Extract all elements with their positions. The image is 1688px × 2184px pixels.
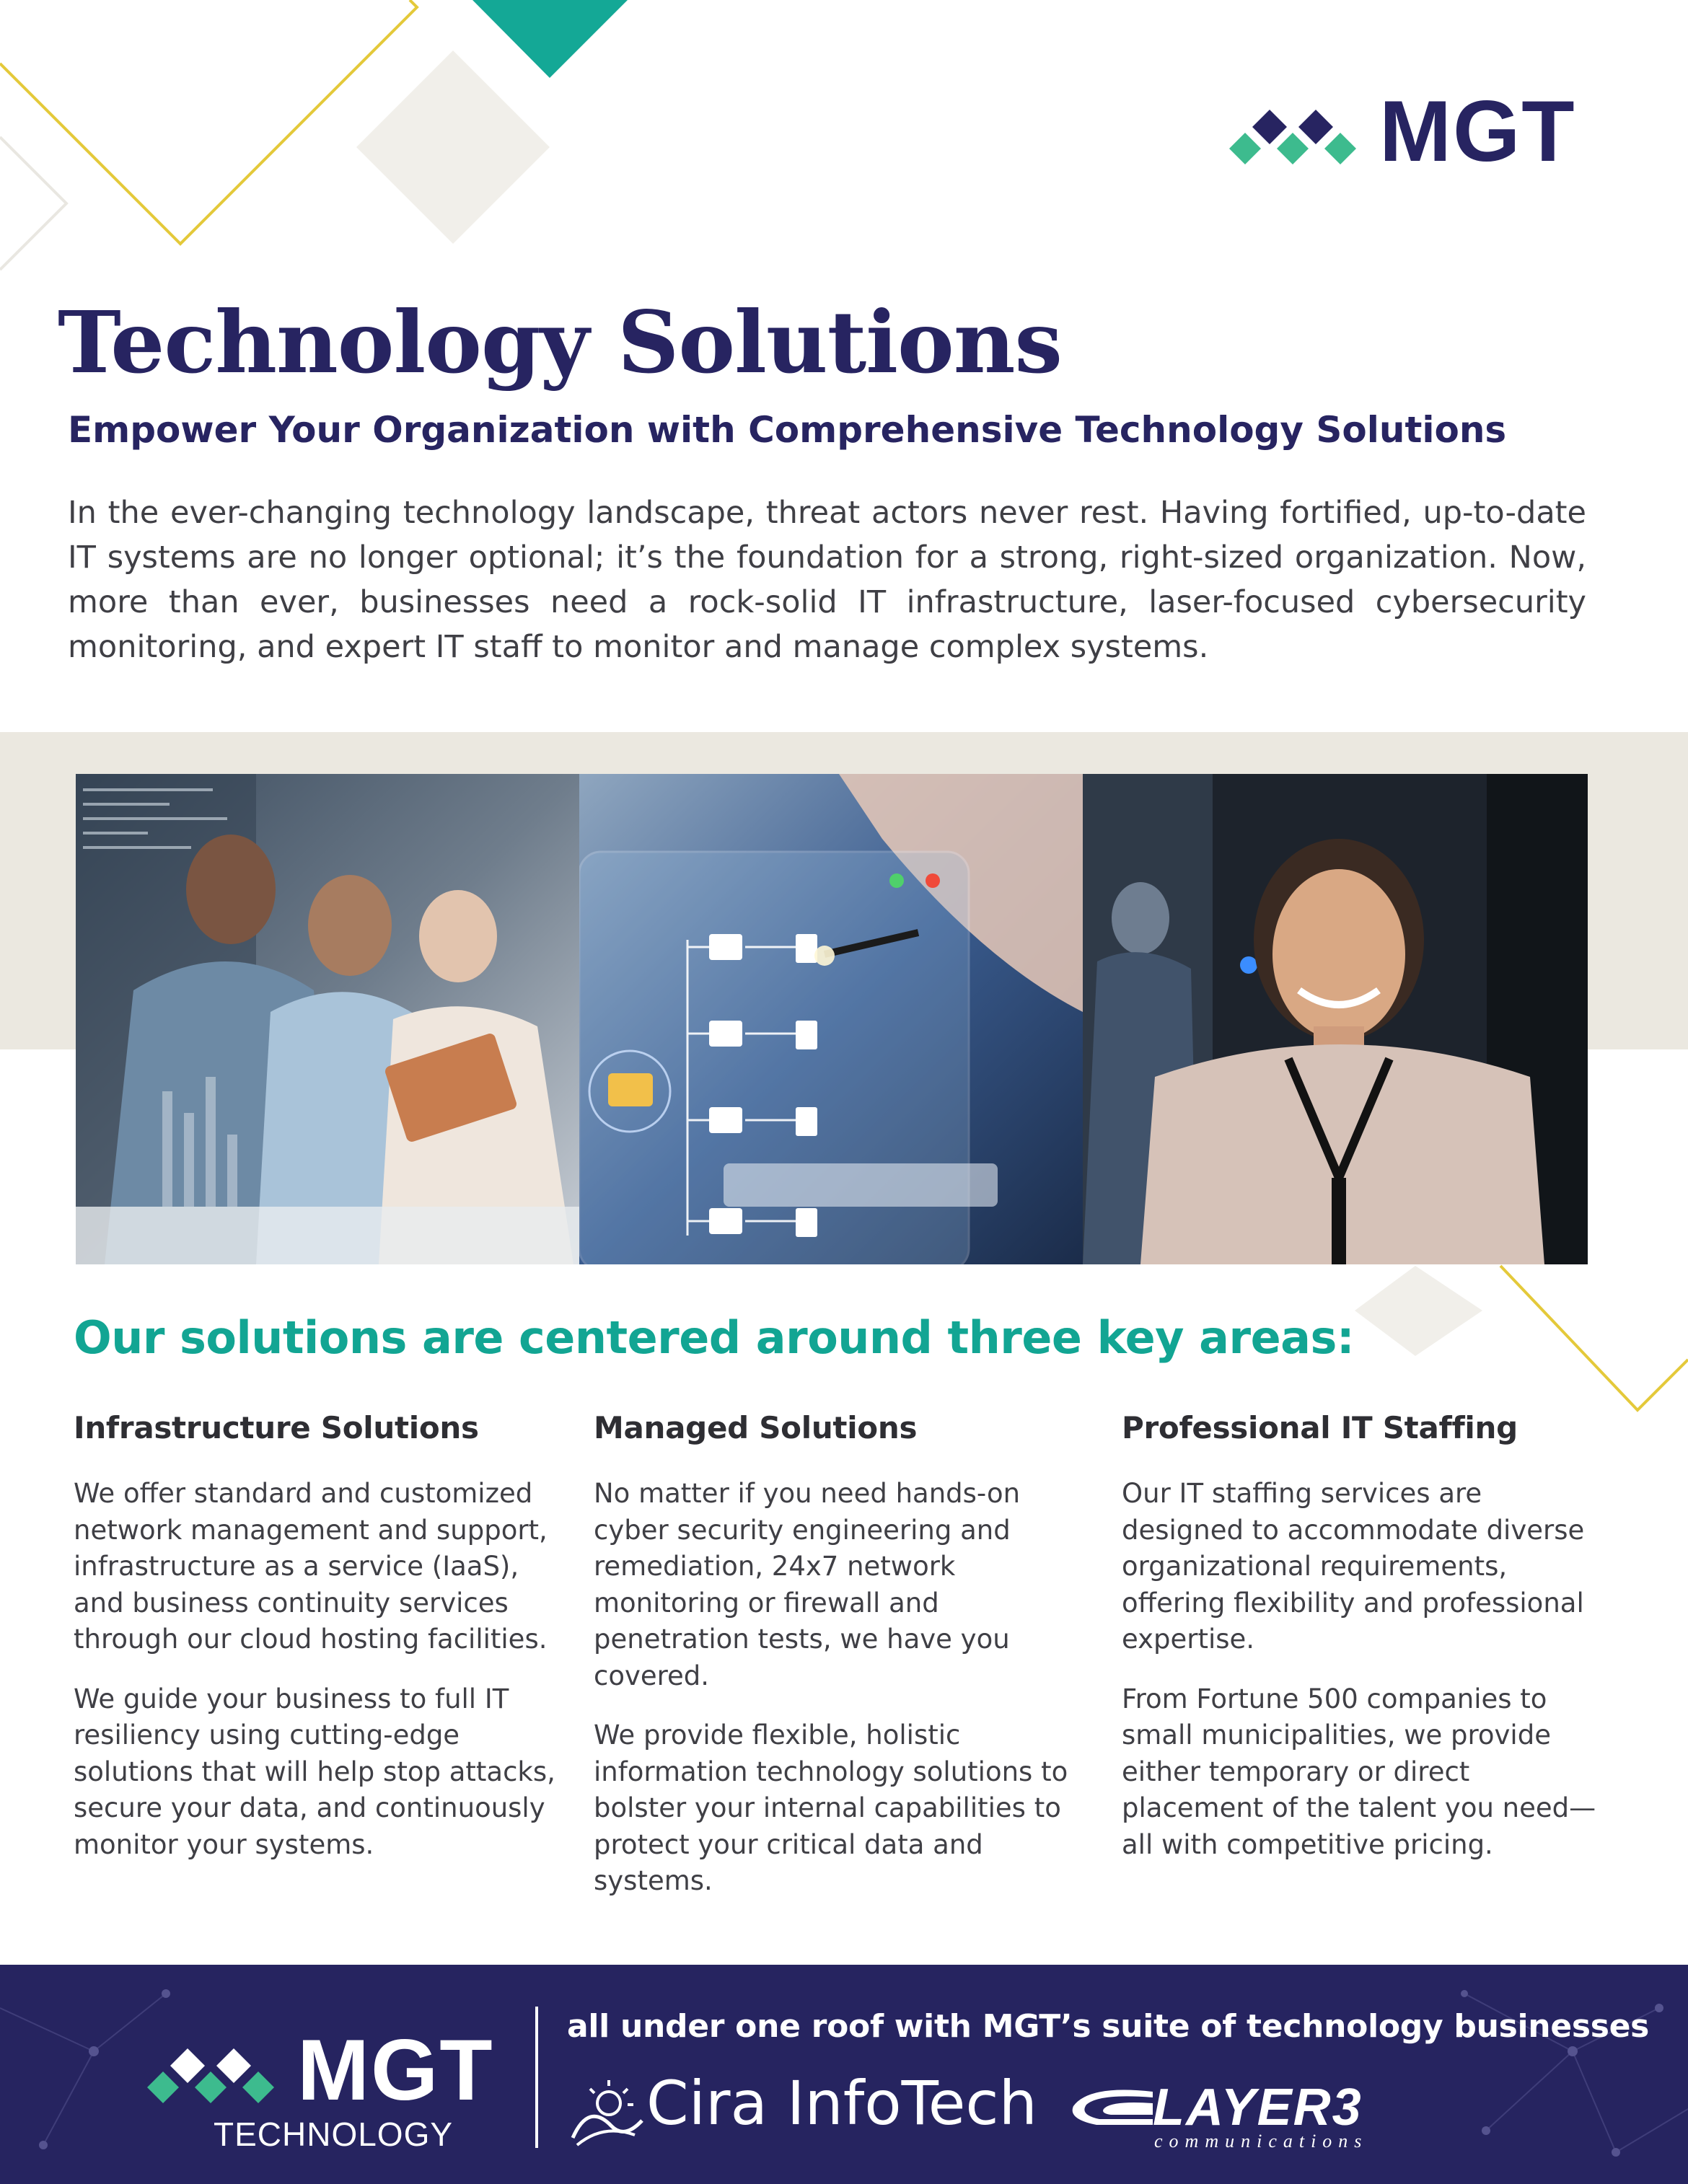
column-paragraph: Our IT staffing services are designed to accommodate diverse organizational requirements, offering flexibility and professional expertise. (1122, 1478, 1585, 1655)
it-professional-photo (1083, 774, 1588, 1264)
footer-logo-sub: TECHNOLOGY (214, 2115, 454, 2153)
digital-files-photo (579, 774, 1083, 1264)
mgt-diamonds-icon (1226, 100, 1371, 172)
layer3-swoosh-icon (1068, 2084, 1154, 2135)
cira-swirl-icon (567, 2073, 646, 2152)
page-subtitle: Empower Your Organization with Comprehensive Technology Solutions (68, 409, 1507, 451)
team-collaborating-photo (76, 774, 579, 1264)
column-paragraph: No matter if you need hands-on cyber security engineering and remediation, 24x7 network monitoring or firewall and penetration tests, we have you covered. (594, 1478, 1021, 1691)
cira-logo-word: Cira InfoTech (646, 2068, 1037, 2139)
intro-paragraph: In the ever-changing technology landscape, threat actors never rest. Having fortified, up-to-date IT systems are no longer optional; it’s the foundation for a strong, right-sized organization. Now, more than ever, businesses need a rock-solid IT infrastructure, laser-focused cybersecurity monitoring, and expert IT staff to monitor and manage complex systems. (68, 495, 1586, 665)
cira-infotech-logo (567, 2068, 1037, 2152)
footer-banner (0, 1965, 1688, 2184)
managed-column (594, 1410, 1084, 1923)
mgt-logo (1226, 83, 1601, 180)
areas-heading: Our solutions are centered around three key areas: (74, 1311, 1355, 1364)
column-paragraph: We guide your business to full IT resiliency using cutting-edge solutions that will help stop attacks, secure your data, and continuously monitor your systems. (74, 1683, 555, 1860)
column-paragraph: We offer standard and customized network management and support, infrastructure as a service (IaaS), and business continuity services through our cloud hosting facilities. (74, 1478, 548, 1655)
column-title: Infrastructure Solutions (74, 1410, 479, 1445)
column-title: Managed Solutions (594, 1410, 918, 1445)
column-title: Professional IT Staffing (1122, 1410, 1518, 1445)
mgt-logo-word: MGT (1379, 83, 1576, 180)
layer3-logo (1068, 2079, 1414, 2154)
column-paragraph: We provide flexible, holistic information technology solutions to bolster your internal capabilities to protect your critical data and systems. (594, 1720, 1068, 1896)
infrastructure-column (74, 1410, 564, 1886)
column-paragraph: From Fortune 500 companies to small municipalities, we provide either temporary or direct placement of the talent you need— all with competitive pricing. (1122, 1683, 1596, 1860)
mgt-diamonds-icon (144, 2038, 289, 2110)
footer-divider (535, 2007, 538, 2148)
page-title: Technology Solutions (58, 292, 1062, 392)
staffing-column (1122, 1410, 1598, 1886)
footer-tagline: all under one roof with MGT’s suite of technology businesses (567, 2008, 1650, 2045)
mgt-technology-logo (144, 2022, 519, 2159)
layer3-logo-word: LAYER3 (1153, 2079, 1363, 2136)
layer3-logo-sub: communications (1154, 2131, 1368, 2152)
footer-logo-word: MGT (297, 2022, 494, 2118)
